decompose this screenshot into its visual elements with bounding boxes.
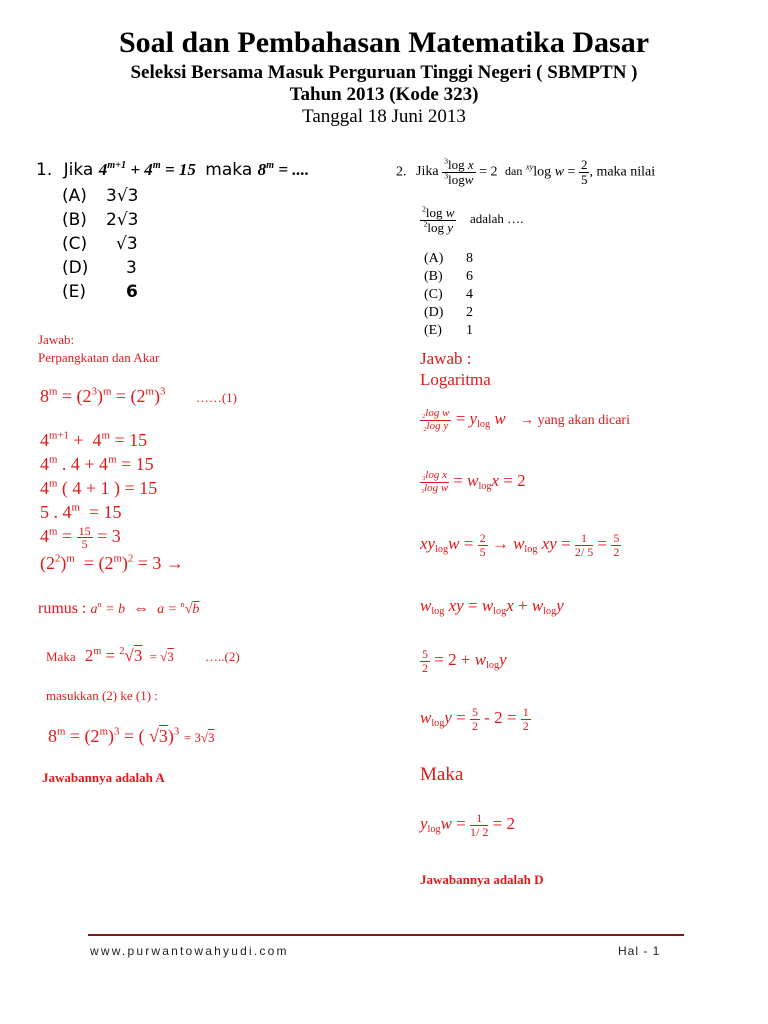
q2-step-6: $w_{log}y$ = $\frac{5}{2}$ - 2 = $\frac{1}{2}$ [420, 705, 529, 733]
footer-divider [88, 934, 684, 936]
q2-option-d: (D) 2 [424, 305, 473, 320]
q1-statement: 1. Jika $4^{m+1} + 4^m = 15$ maka $8^m$ = .... [36, 159, 310, 180]
q1-ref-1: ……(1) [195, 390, 238, 405]
footer-website: www.purwantowahyudi.com [90, 944, 289, 958]
q1-option-e: (E) 6 [62, 282, 138, 302]
q1-maka: maka [205, 160, 253, 180]
q2-number: 2. [396, 164, 407, 180]
q1-work: $4^{m+1} + 4^m = 15$ 4$^m$ . $4 + 4^m = 15$ 4$^m$ ( 4 + 1 ) = 15 5 . 4$^m$ = 15 $4^m$ = $\frac{15}{5}$ = 3 $(2^2)^m = (2^m)^2 = 3$ → [40, 429, 184, 573]
q2-options [424, 250, 473, 340]
footer-page-number: Hal - 1 [618, 944, 661, 958]
q1-rumus: rumus : $a^n = b$ ⇔ a = $^n$√b [38, 600, 200, 617]
q1-ref-2: …..(2) [205, 649, 240, 664]
q2-adalah: adalah …. [469, 211, 524, 227]
q2-step-2: $\frac{_3\log x}{_3\log w}$ = $w_{log}x = 2$ [420, 469, 526, 495]
q1-number: 1. [36, 160, 53, 180]
q1-option-c: (C) √3 [62, 234, 138, 254]
exam-year: Tahun 2013 (Kode 323) [289, 84, 479, 105]
q1-masukkan: masukkan (2) ke (1) : [46, 688, 158, 703]
q1-topic: Perpangkatan dan Akar [38, 350, 160, 365]
page-title: Soal dan Pembahasan Matematika Dasar [118, 26, 650, 59]
q2-dan: dan [505, 164, 523, 179]
q1-option-a: (A) 3√3 [62, 186, 139, 206]
q1-maka-label: Maka [46, 649, 76, 664]
q2-option-c: (C) 4 [424, 287, 473, 302]
q1-maka-step: Maka $2^m = ^2√3 = √3$ …..(2) [46, 645, 240, 665]
q2-asked: $\frac{^2\log w}{^2\log y}$ adalah …. [422, 204, 524, 235]
q2-jawab: Jawab : [420, 349, 472, 368]
q2-answer: Jawabannya adalah D [420, 872, 544, 887]
q2-topic: Logaritma [420, 370, 491, 389]
q2-step-1: $\frac{_2\log w}{_2\log y}$ = $y_{log}$ w → yang akan dicari [422, 407, 630, 433]
q1-option-d: (D) 3 [62, 258, 137, 278]
q2-step-4: $w_{log}$ xy = $w_{log}x + w_{log}y$ [420, 596, 564, 618]
q2-jika: Jika [416, 164, 439, 180]
q1-answer: Jawabannya adalah A [42, 770, 165, 785]
q2-step-7: $y_{log}w$ = $\frac{1}{1/ 2}$ = 2 [420, 811, 515, 839]
q1-options [62, 186, 138, 306]
q1-step-1: $8^m = (2^3)^m = (2^m)^3$ ……(1) [40, 385, 238, 406]
q2-maka: Maka [420, 764, 464, 785]
q1-option-b: (B) 2√3 [62, 210, 139, 230]
page-subtitle: Seleksi Bersama Masuk Perguruan Tinggi Negeri ( SBMPTN ) [130, 62, 638, 83]
q2-statement: 2. Jika $\frac{^3\log x}{^3\log w}$ = 2 dan $^{xy}$log w = $\frac{2}{5}$ , maka nilai [396, 156, 656, 187]
q2-option-b: (B) 6 [424, 269, 473, 284]
q1-jawab: Jawab: [38, 332, 75, 347]
q2-maka-nilai: , maka nilai [589, 164, 656, 180]
q2-step-5: $\frac{5}{2}$ = $2 + w_{log}y$ [422, 647, 507, 675]
q2-option-e: (E) 1 [424, 323, 473, 338]
q2-option-a: (A) 8 [424, 251, 473, 266]
q2-note: yang akan dicari [537, 412, 630, 428]
exam-date: Tanggal 18 Juni 2013 [302, 106, 466, 127]
q1-final-step: $8^m = (2^m)^3$ = ( √3)$^3$ = 3√3 [48, 725, 215, 746]
q2-step-3: $xy_{log}w$ = $\frac{2}{5}$ → $w_{log}$ xy = $\frac{1}{2/ 5}$ = $\frac{5}{2}$ [420, 531, 620, 559]
q1-jika: Jika [63, 160, 94, 180]
q1-rumus-label: rumus : [38, 600, 87, 617]
